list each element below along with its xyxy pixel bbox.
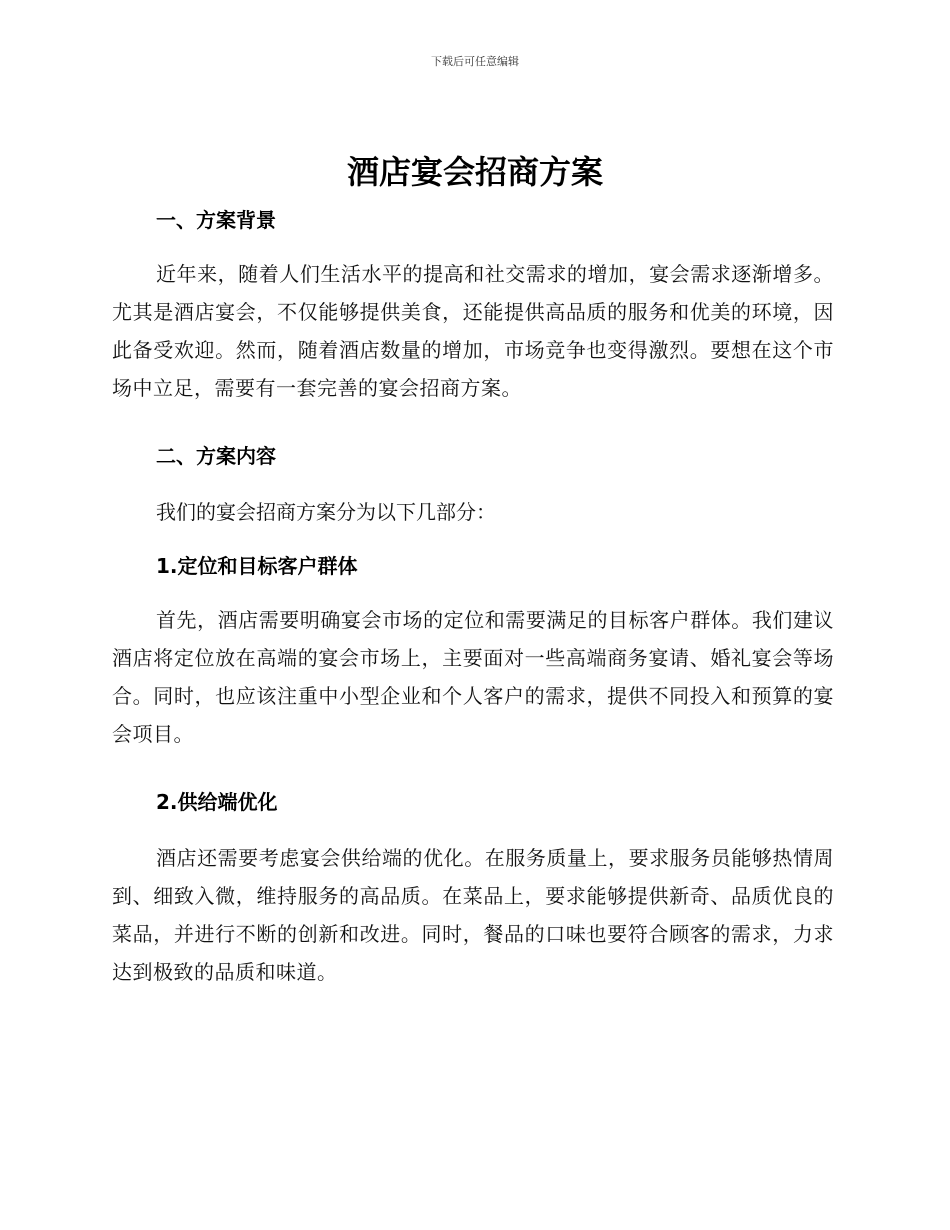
paragraph-supply: 酒店还需要考虑宴会供给端的优化。在服务质量上，要求服务员能够热情周到、细致入微，维持服务的高品质。在菜品上，要求能够提供新奇、品质优良的菜品，并进行不断的创新和改进。同时，餐品的口味也要符合顾客的需求，力求达到极致的品质和味道。	[112, 846, 834, 984]
paragraph-background: 近年来，随着人们生活水平的提高和社交需求的增加，宴会需求逐渐增多。尤其是酒店宴会，不仅能够提供美食，还能提供高品质的服务和优美的环境，因此备受欢迎。然而，随着酒店数量的增加，市场竞争也变得激烈。要想在这个市场中立足，需要有一套完善的宴会招商方案。	[112, 262, 834, 400]
section-heading-positioning: 1.定位和目标客户群体	[156, 554, 358, 578]
header-note: 下载后可任意编辑	[431, 55, 519, 68]
document-title: 酒店宴会招商方案	[346, 153, 603, 191]
section-heading-background: 一、方案背景	[156, 208, 276, 232]
section-heading-content: 二、方案内容	[156, 444, 276, 468]
paragraph-positioning: 首先，酒店需要明确宴会市场的定位和需要满足的目标客户群体。我们建议酒店将定位放在高端的宴会市场上，主要面对一些高端商务宴请、婚礼宴会等场合。同时，也应该注重中小型企业和个人客户的需求，提供不同投入和预算的宴会项目。	[112, 608, 834, 746]
paragraph-content-intro: 我们的宴会招商方案分为以下几部分：	[156, 500, 496, 524]
section-heading-supply: 2.供给端优化	[156, 790, 278, 814]
